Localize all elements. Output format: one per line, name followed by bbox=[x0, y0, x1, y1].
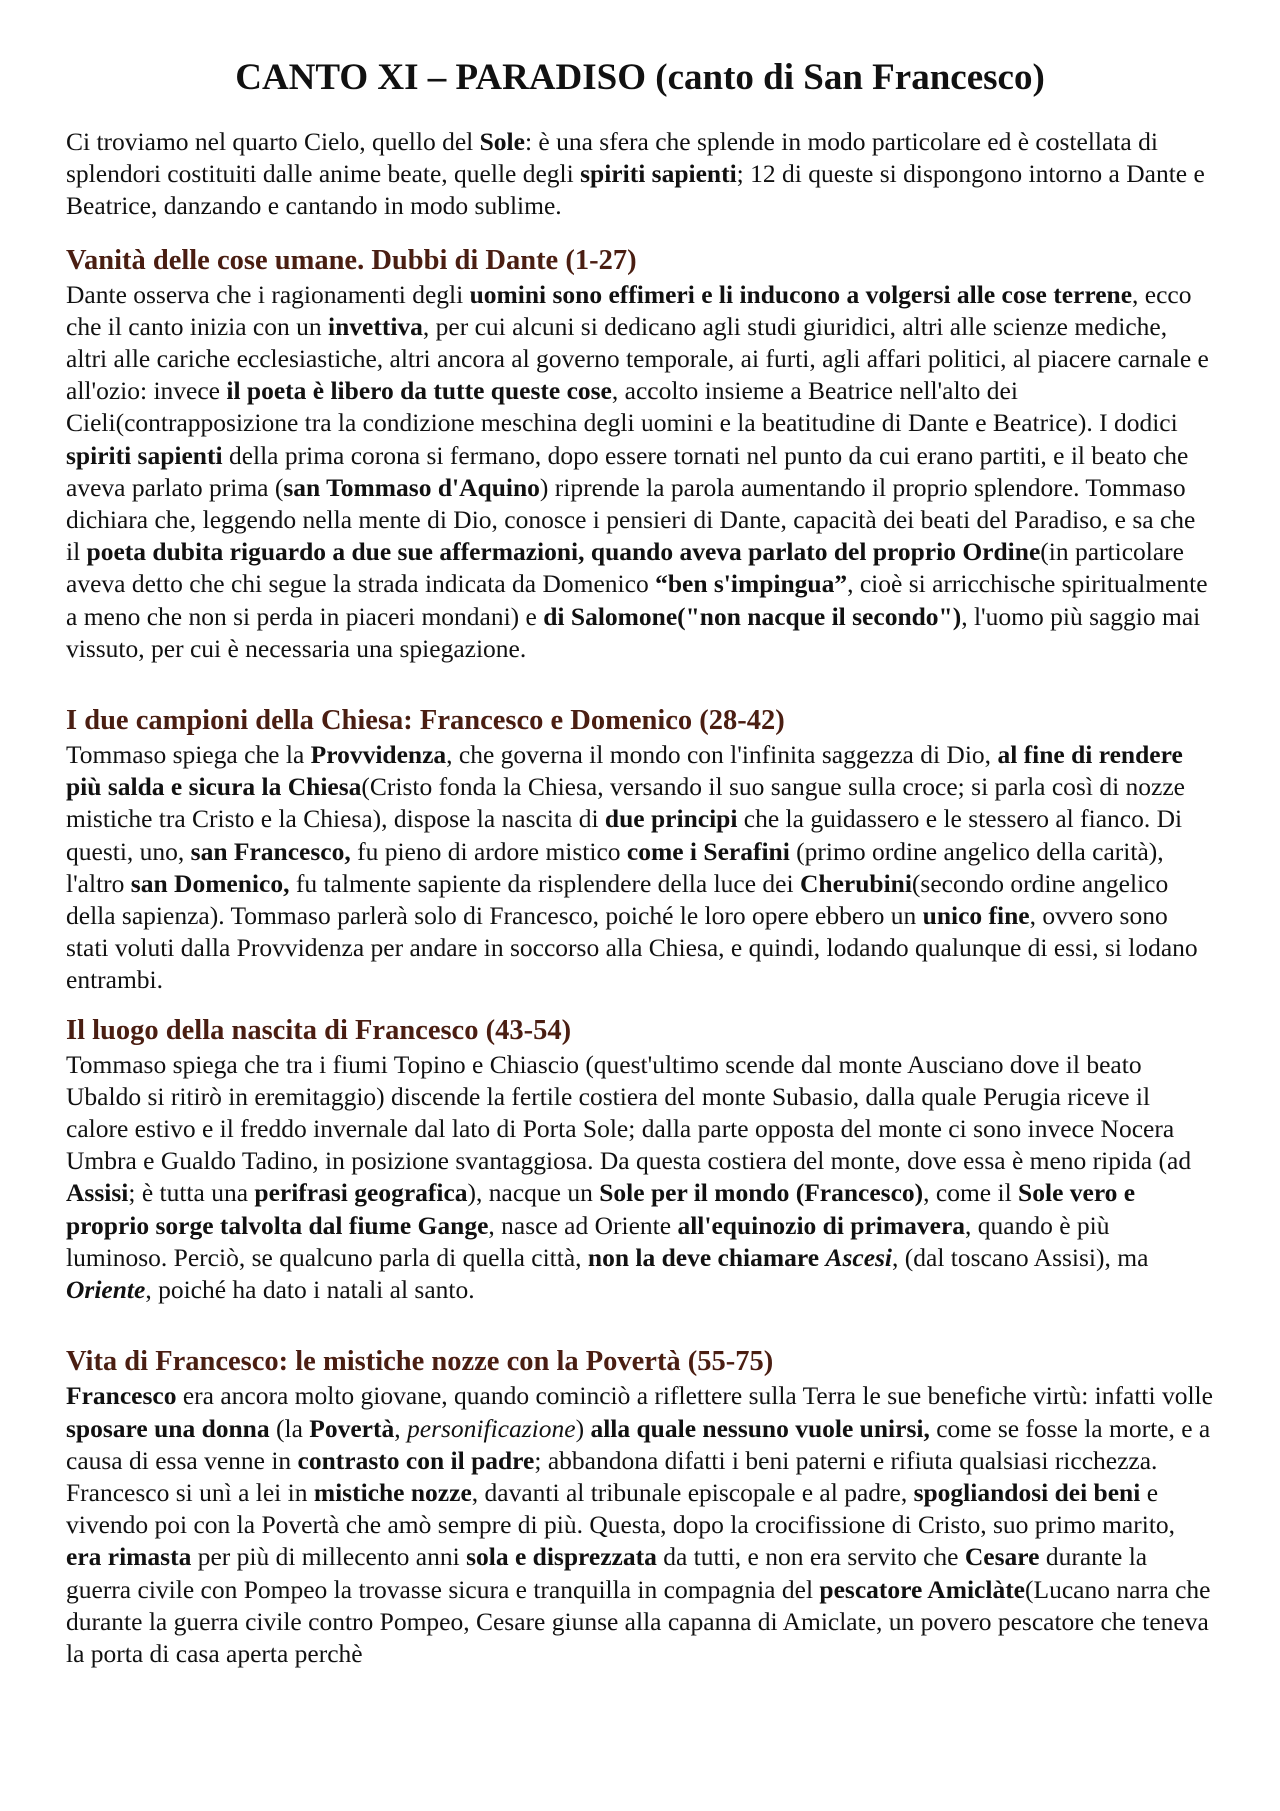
text-run: “ben s'impingua” bbox=[655, 569, 848, 599]
section-heading-poverta: Vita di Francesco: le mistiche nozze con la Povertà (55-75) bbox=[66, 1346, 774, 1378]
text-run: poeta dubita riguardo a due sue affermazioni, quando aveva parlato del proprio Ordine bbox=[86, 537, 1041, 567]
text-run: non la deve chiamare bbox=[587, 1242, 826, 1272]
text-run: , nasce ad Oriente bbox=[488, 1210, 678, 1240]
section-paragraph-poverta bbox=[66, 1380, 1214, 1670]
text-run: personificazione bbox=[407, 1413, 576, 1443]
text-run: , cioè si arricchische spiritualmente a meno che non si perda in piaceri mondani) e bbox=[66, 569, 1208, 631]
text-run: , che governa il mondo con l'infinita saggezza di Dio, bbox=[446, 740, 998, 770]
text-run: Oriente bbox=[66, 1275, 146, 1305]
text-run: : è una sfera che splende in modo particolare ed è costellata di splendori costituiti dalle anime beate, quelle degli bbox=[66, 127, 1158, 189]
text-run: Ascesi bbox=[825, 1242, 893, 1272]
text-run: sola e disprezzata bbox=[466, 1542, 657, 1572]
text-run: Cherubini bbox=[799, 868, 912, 898]
text-run: uomini sono effimeri e li inducono a volgersi alle cose terrene bbox=[469, 279, 1133, 309]
text-run: (secondo ordine angelico della sapienza). Tommaso parlerà solo di Francesco, poiché le loro opere ebbero un bbox=[66, 868, 1169, 931]
text-run: era rimasta bbox=[66, 1542, 192, 1572]
page-title: CANTO XI – PARADISO (canto di San Francesco) bbox=[235, 57, 1045, 98]
text-run: come se fosse la morte, e a causa di essa venne in bbox=[66, 1413, 1211, 1475]
text-run: (primo ordine angelico della carità), l'altro bbox=[66, 836, 1164, 898]
text-run: , quando è più luminoso. Perciò, se qualcuno parla di quella città, bbox=[66, 1210, 1110, 1272]
text-run: per più di millecento anni bbox=[191, 1542, 467, 1572]
text-run: due principi bbox=[604, 804, 738, 834]
text-run: , (dal toscano Assisi), ma bbox=[892, 1242, 1149, 1272]
text-run: Sole vero e proprio sorge talvolta dal fiume Gange bbox=[66, 1178, 1136, 1240]
text-run: Provvidenza bbox=[310, 740, 447, 770]
text-run: ; è tutta una bbox=[128, 1178, 255, 1208]
text-run: spogliandosi dei beni bbox=[913, 1477, 1141, 1507]
text-run: il poeta è libero da tutte queste cose bbox=[226, 376, 612, 406]
text-run: invettiva bbox=[328, 311, 423, 341]
text-run: unico fine bbox=[922, 901, 1030, 931]
text-run: durante la guerra civile con Pompeo la trovasse sicura e tranquilla in compagnia del bbox=[66, 1542, 1148, 1604]
section-paragraph-campioni bbox=[66, 739, 1214, 997]
text-run: ), nacque un bbox=[467, 1178, 600, 1208]
text-run: sposare una donna bbox=[66, 1413, 270, 1443]
text-run: ; abbandona difatti i beni paterni e rifiuta qualsiasi ricchezza. Francesco si unì a lei in bbox=[66, 1445, 1158, 1507]
text-run: Sole per il mondo (Francesco) bbox=[599, 1178, 924, 1208]
section-paragraph-nascita bbox=[66, 1049, 1214, 1307]
text-run: della prima corona si fermano, dopo essere tornati nel punto da cui erano partiti, e il beato che aveva parlato prima ( bbox=[66, 440, 1189, 502]
text-run: (la bbox=[269, 1413, 310, 1443]
text-run: Cesare bbox=[964, 1542, 1040, 1572]
text-run: , ecco che il canto inizia con un bbox=[66, 279, 1192, 341]
text-run: , ovvero sono stati voluti dalla Provvidenza per andare in soccorso alla Chiesa, e quindi, lodando qualunque di essi, si lodano entrambi. bbox=[66, 901, 1198, 995]
text-run: all'equinozio di primavera bbox=[677, 1210, 966, 1240]
text-run: spiriti sapienti bbox=[580, 159, 737, 189]
text-run: ) riprende la parola aumentando il proprio splendore. Tommaso dichiara che, leggendo nella mente di Dio, conosce i pensieri di Dante, capacità dei beati del Paradiso, e sa che il bbox=[66, 472, 1196, 567]
text-run: Tommaso spiega che tra i fiumi Topino e Chiascio (quest'ultimo scende dal monte Ausciano dove il beato Ubaldo si ritirò in eremitaggio) discende la fertile costiera del monte Subasio, dalla quale Perugia riceve il calore estivo e il freddo invernale dal lato di Porta Sole; dalla parte opposta del monte ci sono invece Nocera Umbra e Gualdo Tadino, in posizione svantaggiosa. Da questa costiera del monte, dove essa è meno ripida (ad bbox=[66, 1049, 1192, 1176]
text-run: fu pieno di ardore mistico bbox=[350, 836, 627, 866]
text-run: fu talmente sapiente da risplendere della luce dei bbox=[289, 868, 800, 898]
text-run: che la guidassero e le stessero al fianco. Di questi, uno, bbox=[66, 804, 1183, 866]
text-run: e vivendo poi con la Povertà che amò sempre di più. Questa, dopo la crocifissione di Cristo, suo primo marito, bbox=[66, 1477, 1176, 1540]
text-run: pescatore Amiclàte bbox=[819, 1574, 1026, 1604]
text-run: Sole bbox=[479, 127, 525, 156]
text-run: (Cristo fonda la Chiesa, versando il suo sangue sulla croce; si parla così di nozze mistiche tra Cristo e la Chiesa), dispose la nascita di bbox=[66, 772, 1185, 834]
section-heading-vanita: Vanità delle cose umane. Dubbi di Dante (1-27) bbox=[66, 244, 637, 276]
text-run: Tommaso spiega che la bbox=[66, 740, 311, 770]
text-run: , davanti al tribunale episcopale e al padre, bbox=[471, 1477, 914, 1507]
text-run: al fine di rendere più salda e sicura la Chiesa bbox=[66, 740, 1183, 802]
section-paragraph-vanita bbox=[66, 279, 1214, 665]
text-run: , come il bbox=[923, 1178, 1019, 1208]
text-run: san Tommaso d'Aquino bbox=[283, 472, 540, 502]
text-run: Francesco bbox=[66, 1381, 177, 1411]
text-run: , l'uomo più saggio mai vissuto, per cui è necessaria una spiegazione. bbox=[66, 601, 1201, 663]
text-run: Dante osserva che i ragionamenti degli bbox=[66, 279, 470, 309]
text-run: ; 12 di queste si dispongono intorno a Dante e Beatrice, danzando e cantando in modo sublime. bbox=[66, 159, 1205, 221]
text-run: , poiché ha dato i natali al santo. bbox=[145, 1275, 475, 1305]
text-run: da tutti, e non era servito che bbox=[656, 1542, 965, 1572]
text-run: , per cui alcuni si dedicano agli studi giuridici, altri alle scienze mediche, altri alle cariche ecclesiastiche, altri ancora al governo temporale, ai furti, agli affari politici, al piacere carnale e all'ozio: invece bbox=[66, 311, 1209, 406]
text-run: , accolto insieme a Beatrice nell'alto dei Cieli(contrapposizione tra la condizione meschina degli uomini e la beatitudine di Dante e Beatrice). I dodici bbox=[66, 376, 1178, 438]
text-run: spiriti sapienti bbox=[66, 440, 223, 470]
section-heading-nascita: Il luogo della nascita di Francesco (43-54) bbox=[66, 1014, 572, 1046]
text-run: Assisi bbox=[66, 1178, 129, 1208]
text-run: era ancora molto giovane, quando cominciò a riflettere sulla Terra le sue benefiche virtù: infatti volle bbox=[176, 1381, 1213, 1411]
text-run: contrasto con il padre bbox=[297, 1445, 535, 1475]
text-run: ) bbox=[575, 1413, 591, 1443]
text-run: san Domenico, bbox=[130, 868, 290, 898]
text-run: mistiche nozze bbox=[313, 1477, 472, 1507]
text-run: alla quale nessuno vuole unirsi, bbox=[590, 1413, 930, 1443]
text-run: Povertà bbox=[309, 1413, 395, 1443]
text-run: san Francesco, bbox=[190, 836, 351, 866]
section-heading-campioni: I due campioni della Chiesa: Francesco e Domenico (28-42) bbox=[66, 705, 785, 737]
text-run: di Salomone("non nacque il secondo") bbox=[543, 601, 962, 631]
text-run: Ci troviamo nel quarto Cielo, quello del bbox=[66, 127, 480, 156]
text-run: , bbox=[394, 1413, 407, 1443]
text-run: (in particolare aveva detto che chi segue la strada indicata da Domenico bbox=[66, 537, 1184, 599]
text-run: perifrasi geografica bbox=[254, 1178, 468, 1208]
text-run: (Lucano narra che durante la guerra civile contro Pompeo, Cesare giunse alla capanna di Amiclate, un povero pescatore che teneva la porta di casa aperta perchè bbox=[66, 1574, 1211, 1668]
intro-paragraph bbox=[66, 126, 1214, 223]
text-run: come i Serafini bbox=[626, 836, 790, 866]
